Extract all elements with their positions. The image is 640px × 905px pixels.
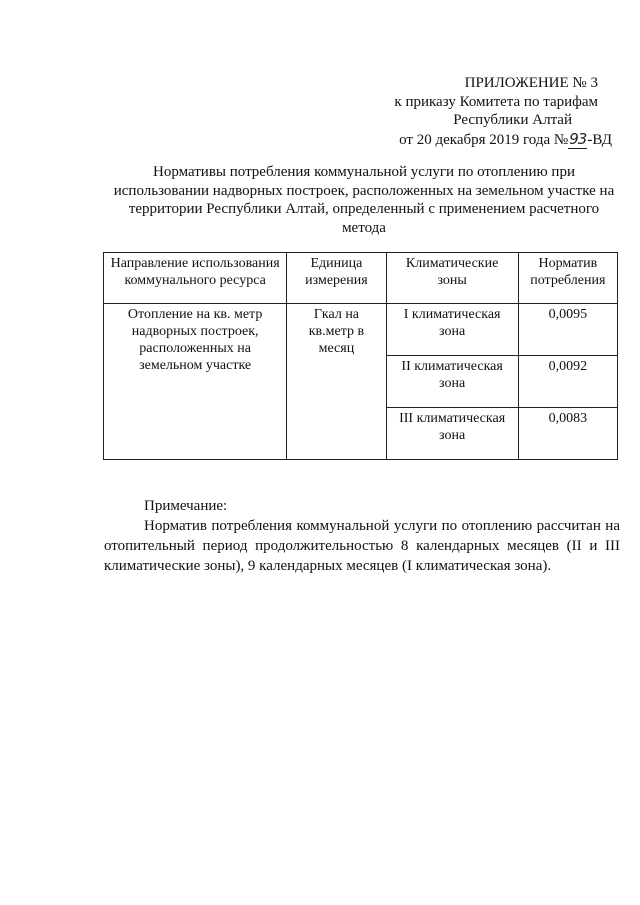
zone-cell: II климатическая зона <box>386 356 518 408</box>
unit-cell: Гкал на кв.метр в месяц <box>287 304 386 460</box>
header-climate-zones: Климатические зоны <box>386 253 518 304</box>
note-label: Примечание: <box>144 498 228 514</box>
zone-cell: I климатическая зона <box>386 304 518 356</box>
table-header-row <box>104 253 618 304</box>
table-row <box>104 304 618 356</box>
order-number-handwritten: 93 <box>569 129 587 148</box>
header-norm: Норматив потребления <box>518 253 617 304</box>
appendix-header <box>352 74 612 149</box>
order-date-prefix: от 20 декабря 2019 года № <box>399 131 569 148</box>
norms-table <box>103 252 618 460</box>
document-heading: Нормативы потребления коммунальной услуги по отоплению при использовании надворных построек, расположенных на земельном участке на территории Республики Алтай, определенный с применением расчетного метода <box>113 164 615 236</box>
norm-value-cell: 0,0083 <box>518 408 617 460</box>
order-number-suffix: -ВД <box>587 131 612 148</box>
appendix-title: ПРИЛОЖЕНИЕ № 3 <box>464 75 598 91</box>
header-unit: Единица измерения <box>287 253 386 304</box>
norm-value-cell: 0,0092 <box>518 356 617 408</box>
appendix-order-date <box>352 130 612 150</box>
header-usage-direction: Направление использования коммунального ресурса <box>104 253 287 304</box>
norm-value-cell: 0,0095 <box>518 304 617 356</box>
zone-cell: III климатическая зона <box>386 408 518 460</box>
usage-cell: Отопление на кв. метр надворных построек, расположенных на земельном участке <box>104 304 287 460</box>
appendix-order-reference: к приказу Комитета по тарифам <box>394 93 598 110</box>
note-section <box>104 496 620 576</box>
appendix-region: Республики Алтай <box>453 112 572 128</box>
note-text: Норматив потребления коммунальной услуги по отоплению рассчитан на отопительный период продолжительностью 8 календарных месяцев (II и III климатические зоны), 9 календарных месяцев (I климатическая зона). <box>104 518 620 574</box>
